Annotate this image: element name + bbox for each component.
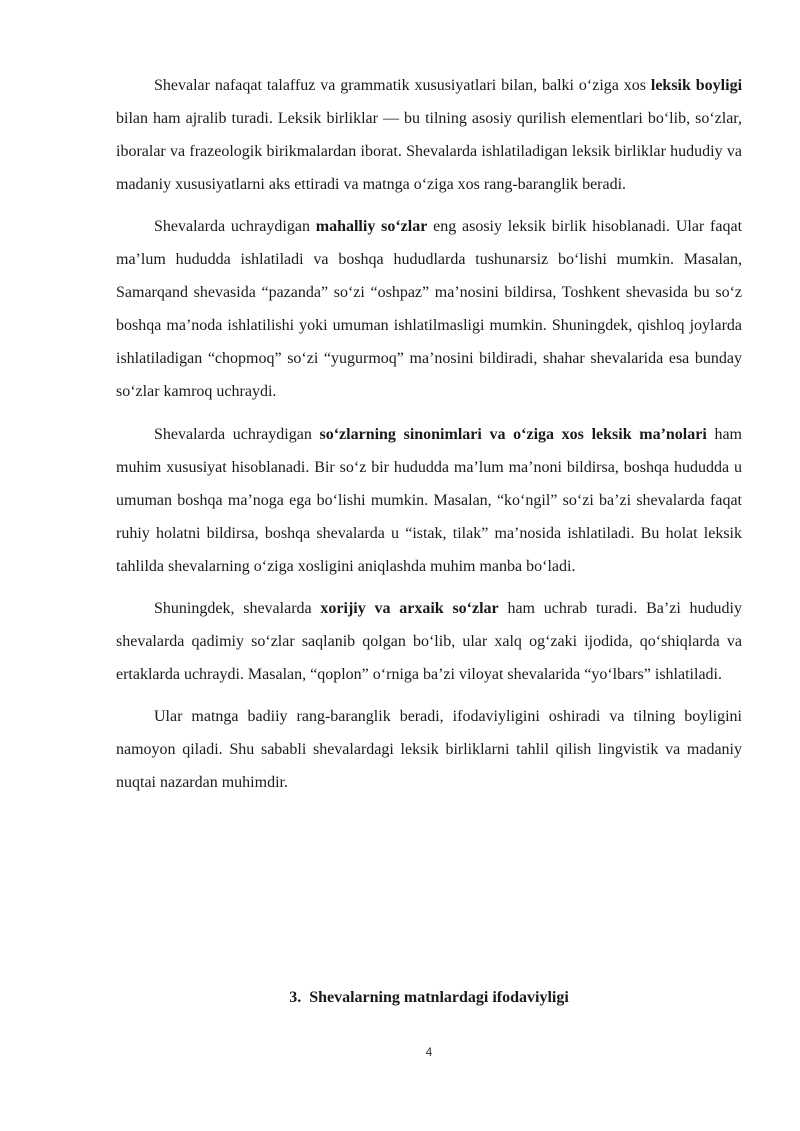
section-title: Shevalarning matnlardagi ifodaviyligi — [309, 989, 569, 1006]
text-run: ham uchrab turadi. Ba’zi hududiy shevalarda qadimiy so‘zlar saqlanib qolgan bo‘lib, ular xalq og‘zaki ijodida, qo‘shiqlarda va ertaklarda uchraydi. Masalan, “qoplon” o‘rniga ba’zi viloyat shevalarida “yo‘lbars” ishlatiladi. — [116, 600, 743, 683]
section-number: 3. — [289, 989, 302, 1006]
text-run: Shevalarda uchraydigan — [154, 426, 320, 443]
paragraph-3 — [116, 418, 742, 583]
text-run: ham muhim xususiyat hisoblanadi. Bir so‘z bir hududda ma’lum ma’noni bildirsa, boshqa hududda u umuman boshqa ma’noga ega bo‘lishi mumkin. Masalan, “ko‘ngil” so‘zi ba’zi shevalarda faqat ruhiy holatni bildirsa, boshqa shevalarda u “istak, tilak” ma’nosida ishlatiladi. Bu holat leksik tahlilda shevalarning o‘ziga xosligini aniqlashda muhim manba bo‘ladi. — [116, 426, 743, 575]
text-run: bilan ham ajralib turadi. Leksik birliklar — bu tilning asosiy qurilish elementlari bo‘lib, so‘zlar, iboralar va frazeologik birikmalardan iborat. Shevalarda ishlatiladigan leksik birliklar hududiy va madaniy xususiyatlarni aks ettiradi va matnga o‘ziga xos rang-baranglik beradi. — [116, 110, 742, 193]
text-run: Shuningdek, shevalarda — [154, 600, 321, 617]
body-text — [116, 69, 742, 808]
bold-term: xorijiy va arxaik so‘zlar — [320, 600, 499, 617]
text-run: Shevalarda uchraydigan — [154, 218, 316, 235]
text-run: Ular matnga badiiy rang-baranglik beradi, ifodaviyligini oshiradi va tilning boyligini namoyon qiladi. Shu sababli shevalardagi leksik birliklarni tahlil qilish lingvistik va madaniy nuqtai nazardan muhimdir. — [116, 708, 742, 791]
section-heading — [116, 981, 742, 1014]
bold-term: leksik boyligi — [650, 77, 743, 94]
paragraph-1 — [116, 69, 742, 201]
bold-term: so‘zlarning sinonimlari va o‘ziga xos leksik ma’nolari — [319, 426, 707, 443]
paragraph-5 — [116, 700, 742, 799]
paragraph-2 — [116, 210, 742, 408]
text-run: eng asosiy leksik birlik hisoblanadi. Ular faqat ma’lum hududda ishlatiladi va boshqa hududlarda tushunarsiz bo‘lishi mumkin. Masalan, Samarqand shevasida “pazanda” so‘zi “oshpaz” ma’nosini bildirsa, Toshkent shevasida bu so‘z boshqa ma’noda ishlatilishi yoki umuman ishlatilmasligi mumkin. Shuningdek, qishloq joylarda ishlatiladigan “chopmoq” so‘zi “yugurmoq” ma’nosini bildiradi, shahar shevalarida esa bunday so‘zlar kamroq uchraydi. — [116, 218, 743, 400]
text-run: Shevalar nafaqat talaffuz va grammatik xususiyatlari bilan, balki o‘ziga xos — [154, 77, 651, 94]
page-number: 4 — [425, 1045, 433, 1059]
bold-term: mahalliy so‘zlar — [315, 218, 428, 235]
paragraph-4 — [116, 592, 742, 691]
